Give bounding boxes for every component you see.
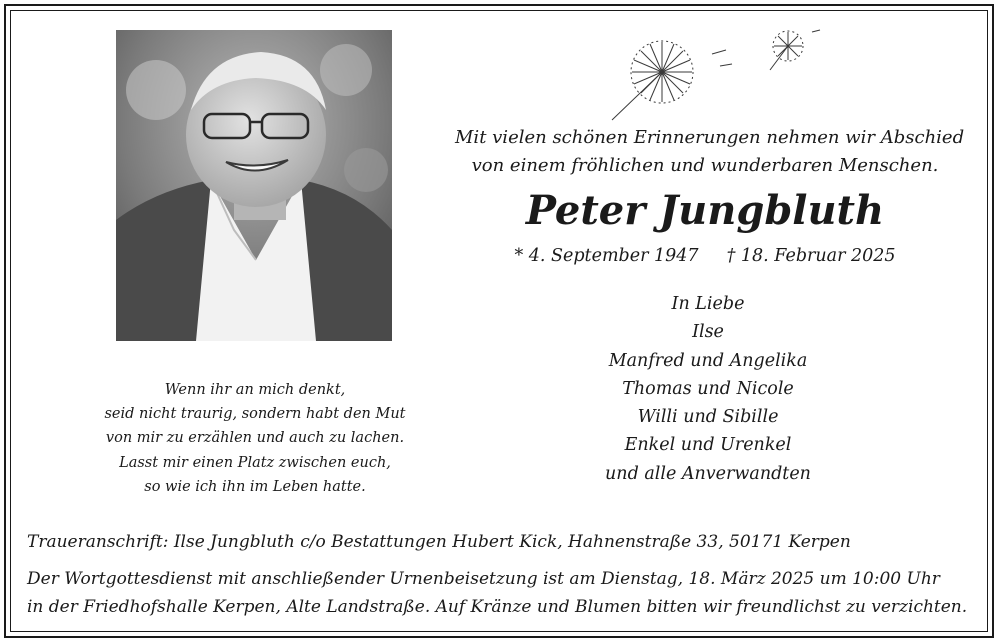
intro-line: von einem fröhlichen und wunderbaren Menschen. bbox=[471, 155, 939, 176]
poem-line: seid nicht traurig, sondern habt den Mut bbox=[104, 406, 406, 423]
poem-line: von mir zu erzählen und auch zu lachen. bbox=[105, 430, 405, 447]
mourners-line: Ilse bbox=[692, 322, 724, 343]
death-date: † 18. Februar 2025 bbox=[726, 246, 896, 266]
mourning-address: Traueranschrift: Ilse Jungbluth c/o Bestattungen Hubert Kick, Hahnenstraße 33, 50171 Kerpen bbox=[27, 532, 851, 552]
service-line: Der Wortgottesdienst mit anschließender Urnenbeisetzung ist am Dienstag, 18. März 2025 um 10:00 Uhr bbox=[27, 569, 940, 589]
intro-text bbox=[455, 124, 965, 180]
service-info bbox=[27, 565, 977, 621]
life-dates bbox=[455, 244, 955, 268]
service-line: in der Friedhofshalle Kerpen, Alte Landstraße. Auf Kränze und Blumen bitten wir freundlichst zu verzichten. bbox=[27, 597, 968, 617]
mourners-line: Manfred und Angelika bbox=[608, 350, 808, 371]
mourners-line: und alle Anverwandten bbox=[605, 463, 811, 484]
poem-line: Lasst mir einen Platz zwischen euch, bbox=[119, 454, 391, 471]
poem bbox=[60, 378, 450, 499]
poem-line: so wie ich ihn im Leben hatte. bbox=[144, 478, 366, 495]
mourners-line: In Liebe bbox=[671, 294, 745, 314]
mourners-line: Willi und Sibille bbox=[637, 407, 779, 428]
portrait-photo bbox=[116, 30, 392, 341]
deceased-name: Peter Jungbluth bbox=[525, 187, 885, 234]
dandelion-icon bbox=[600, 22, 840, 127]
birth-date: * 4. September 1947 bbox=[514, 246, 699, 266]
intro-line: Mit vielen schönen Erinnerungen nehmen wir Abschied bbox=[455, 127, 965, 148]
mourners-line: Thomas und Nicole bbox=[622, 378, 794, 399]
mourners-list bbox=[555, 290, 861, 488]
mourners-line: Enkel und Urenkel bbox=[624, 435, 792, 456]
poem-line: Wenn ihr an mich denkt, bbox=[164, 382, 346, 398]
